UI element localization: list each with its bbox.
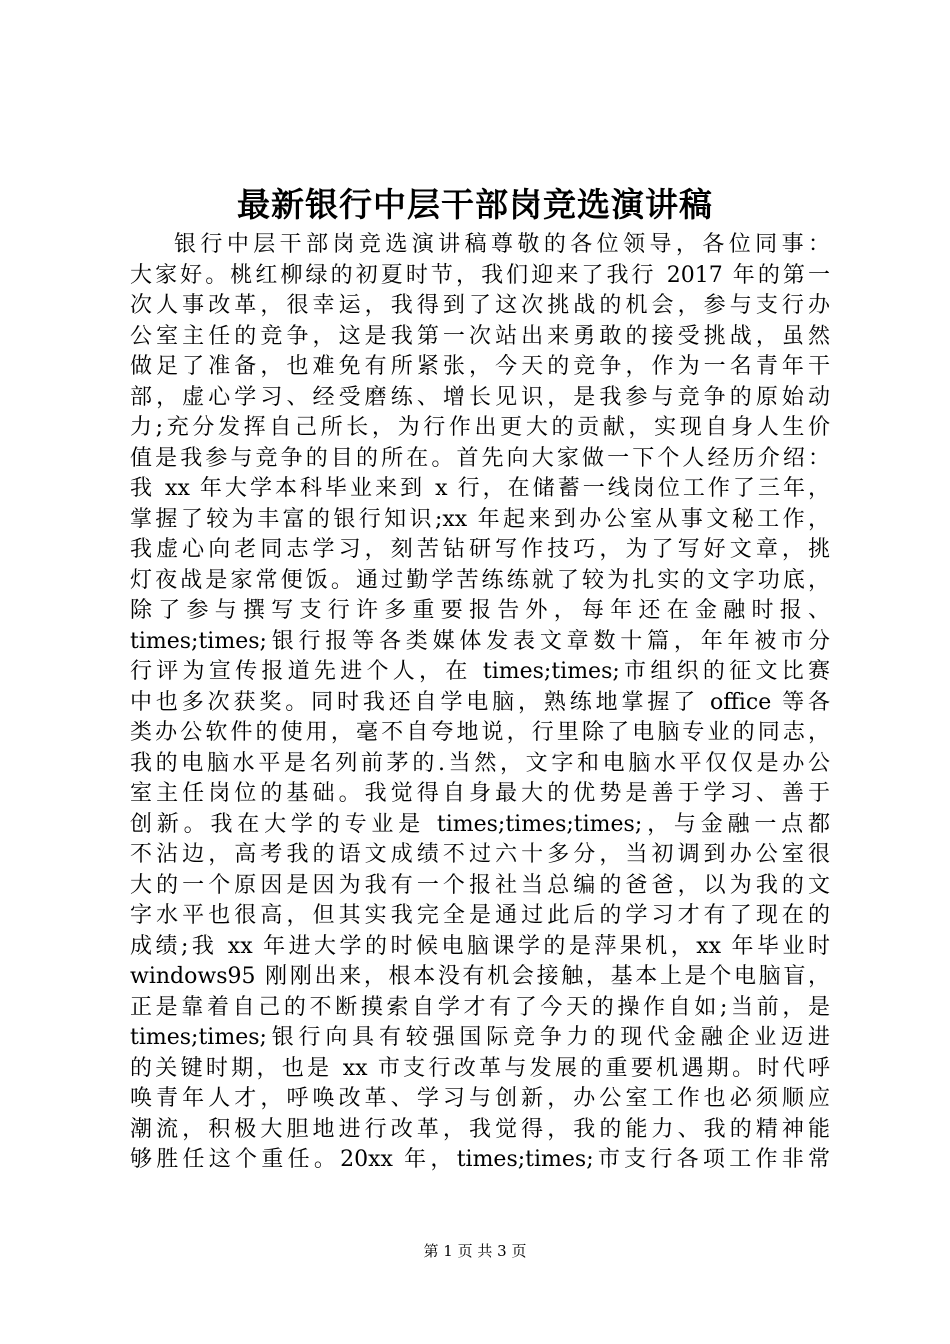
paragraph-line: 我虚心向老同志学习，刻苦钻研写作技巧，为了写好文章，挑 bbox=[130, 537, 830, 562]
paragraph-line: 成绩;我 xx 年进大学的时候电脑课学的是萍果机，xx 年毕业时 bbox=[130, 933, 830, 959]
page-footer: 第 1 页 共 3 页 bbox=[423, 1242, 527, 1260]
paragraph-line: times;times;银行向具有较强国际竞争力的现代金融企业迈进 bbox=[130, 1025, 830, 1050]
paragraph-line: 大的一个原因是因为我有一个报社当总编的爸爸，以为我的文 bbox=[130, 872, 830, 898]
paragraph-line: 的关键时期，也是 xx 市支行改革与发展的重要机遇期。时代呼 bbox=[130, 1055, 830, 1081]
paragraph-line: 创新。我在大学的专业是 times;times;times;，与金融一点都 bbox=[130, 811, 830, 837]
paragraph-line: 室主任岗位的基础。我觉得自身最大的优势是善于学习、善于 bbox=[130, 781, 830, 806]
paragraph-line: 够胜任这个重任。20xx 年，times;times;市支行各项工作非常 bbox=[130, 1147, 830, 1172]
paragraph-line: 不沾边，高考我的语文成绩不过六十多分，当初调到办公室很 bbox=[130, 842, 830, 867]
paragraph-line: 我的电脑水平是名列前茅的.当然，文字和电脑水平仅仅是办公 bbox=[130, 750, 830, 776]
paragraph-line: 部，虚心学习、经受磨练、增长见识，是我参与竞争的原始动 bbox=[130, 384, 830, 410]
paragraph-line: 银行中层干部岗竞选演讲稿尊敬的各位领导，各位同事： bbox=[174, 232, 830, 257]
paragraph-line: 除了参与撰写支行许多重要报告外，每年还在金融时报、 bbox=[130, 598, 830, 623]
paragraph-line: 值是我参与竞争的目的所在。首先向大家做一下个人经历介绍： bbox=[130, 445, 830, 471]
paragraph-line: 我 xx 年大学本科毕业来到 x 行，在储蓄一线岗位工作了三年， bbox=[130, 476, 830, 501]
document-title: 最新银行中层干部岗竞选演讲稿 bbox=[237, 185, 713, 224]
paragraph-line: 中也多次获奖。同时我还自学电脑，熟练地掌握了 office 等各 bbox=[130, 689, 830, 715]
paragraph-line: times;times;银行报等各类媒体发表文章数十篇，年年被市分 bbox=[130, 628, 830, 654]
paragraph-line: 类办公软件的使用，毫不自夸地说，行里除了电脑专业的同志， bbox=[130, 720, 830, 745]
paragraph-line: 字水平也很高，但其实我完全是通过此后的学习才有了现在的 bbox=[130, 903, 830, 928]
paragraph-line: 行评为宣传报道先进个人，在 times;times;市组织的征文比赛 bbox=[130, 659, 830, 684]
document-body bbox=[130, 230, 830, 1176]
paragraph-line: 唤青年人才，呼唤改革、学习与创新，办公室工作也必须顺应 bbox=[130, 1086, 830, 1111]
paragraph-line: 公室主任的竞争，这是我第一次站出来勇敢的接受挑战，虽然 bbox=[130, 323, 830, 349]
paragraph-line: 正是靠着自己的不断摸索自学才有了今天的操作自如;当前，是 bbox=[130, 994, 830, 1020]
paragraph-line: 做足了准备，也难免有所紧张，今天的竞争，作为一名青年干 bbox=[130, 354, 830, 379]
paragraph-line: 灯夜战是家常便饭。通过勤学苦练练就了较为扎实的文字功底， bbox=[130, 567, 830, 593]
paragraph-line: 掌握了较为丰富的银行知识;xx 年起来到办公室从事文秘工作， bbox=[130, 506, 830, 532]
paragraph-line: 大家好。桃红柳绿的初夏时节，我们迎来了我行 2017 年的第一 bbox=[130, 262, 830, 288]
paragraph-line: 次人事改革，很幸运，我得到了这次挑战的机会，参与支行办 bbox=[130, 293, 830, 318]
paragraph-line: 潮流，积极大胆地进行改革，我觉得，我的能力、我的精神能 bbox=[130, 1116, 830, 1142]
paragraph-line: 力;充分发挥自己所长，为行作出更大的贡献，实现自身人生价 bbox=[130, 415, 830, 440]
paragraph-line: windows95 刚刚出来，根本没有机会接触，基本上是个电脑盲， bbox=[130, 964, 830, 989]
